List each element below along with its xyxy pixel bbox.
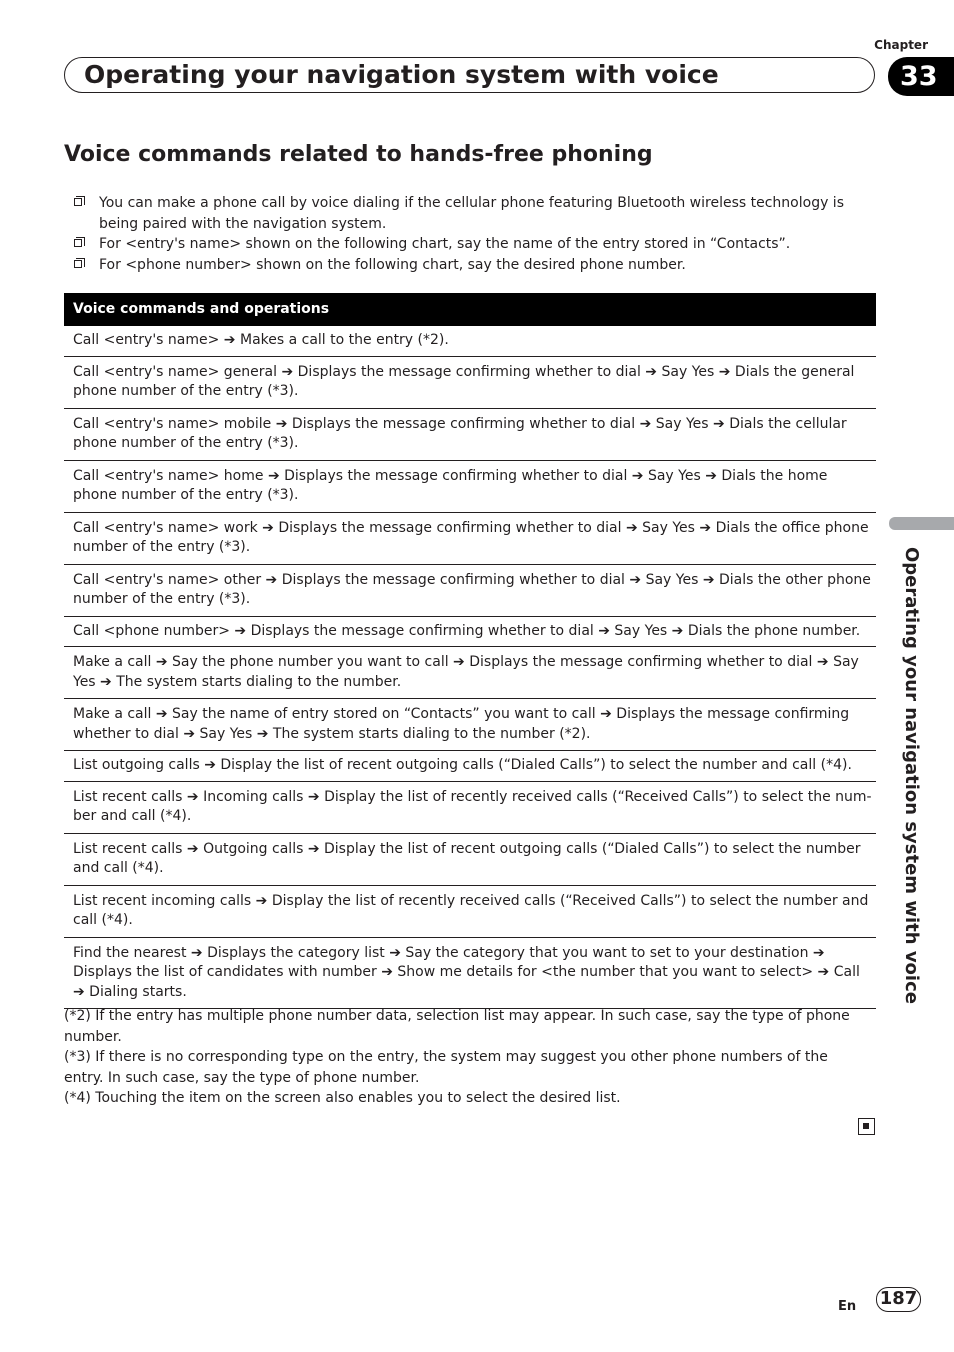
footnotes (64, 1006, 864, 1109)
end-of-section-icon (858, 1118, 875, 1135)
footnote: (*4) Touching the item on the screen also enables you to select the desired list. (64, 1090, 621, 1106)
table-row: List outgoing calls ➔ Display the list of recent outgoing calls (“Dialed Calls”) to select the number and call (*4). (64, 751, 876, 782)
table-row: Make a call ➔ Say the phone number you want to call ➔ Displays the message confirming whether to dial ➔ Say Yes ➔ The system starts dialing to the number. (64, 647, 876, 699)
side-tab-text: Operating your navigation system with voice (901, 547, 922, 1004)
page-number: 187 (876, 1287, 921, 1312)
table-row: Call <entry's name> general ➔ Displays the message confirming whether to dial ➔ Say Yes ➔ Dials the general phone number of the entry (*3). (64, 357, 876, 409)
bullet-text: For <entry's name> shown on the following chart, say the name of the entry stored in “Contacts”. (99, 236, 791, 252)
bullet-text: You can make a phone call by voice dialing if the cellular phone featuring Bluetooth wireless technology is being paired with the navigation system. (99, 195, 844, 232)
table-row: Call <entry's name> other ➔ Displays the message confirming whether to dial ➔ Say Yes ➔ Dials the other phone number of the entry (*3). (64, 565, 876, 617)
bullet-item (72, 234, 872, 255)
bullet-item (72, 255, 872, 276)
table-row: List recent calls ➔ Outgoing calls ➔ Display the list of recent outgoing calls (“Dialed Calls”) to select the number and call (*4). (64, 834, 876, 886)
table-row: Call <entry's name> work ➔ Displays the message confirming whether to dial ➔ Say Yes ➔ Dials the office phone number of the entry (*3). (64, 513, 876, 565)
table-row: Call <entry's name> home ➔ Displays the message confirming whether to dial ➔ Say Yes ➔ Dials the home phone number of the entry (*3). (64, 461, 876, 513)
voice-commands-table (64, 293, 876, 1009)
table-row: Call <entry's name> ➔ Makes a call to the entry (*2). (64, 326, 876, 357)
bullet-item (72, 193, 872, 234)
chapter-number-tab: 33 (888, 57, 954, 96)
table-row: Make a call ➔ Say the name of entry stored on “Contacts” you want to call ➔ Displays the message confirming whether to dial ➔ Say Yes ➔ The system starts dialing to the number (*2). (64, 699, 876, 751)
language-label: En (838, 1299, 857, 1314)
chapter-title: Operating your navigation system with voice (64, 57, 875, 93)
footnote: (*3) If there is no corresponding type on the entry, the system may suggest you other phone numbers of the entry. In such case, say the type of phone number. (64, 1049, 828, 1086)
checkbox-bullet-icon (74, 260, 82, 268)
table-row: Call <entry's name> mobile ➔ Displays the message confirming whether to dial ➔ Say Yes ➔ Dials the cellular phone number of the entry (*3). (64, 409, 876, 461)
table-row: Call <phone number> ➔ Displays the message confirming whether to dial ➔ Say Yes ➔ Dials the phone number. (64, 617, 876, 648)
bullet-text: For <phone number> shown on the following chart, say the desired phone number. (99, 256, 686, 273)
intro-bullet-list (72, 193, 872, 275)
side-tab-marker (889, 517, 954, 530)
footnote: (*2) If the entry has multiple phone number data, selection list may appear. In such case, say the type of phone number. (64, 1008, 850, 1045)
table-row: List recent calls ➔ Incoming calls ➔ Display the list of recently received calls (“Received Calls”) to select the num-ber and call (*4). (64, 782, 876, 834)
chapter-label: Chapter (874, 38, 928, 52)
section-heading: Voice commands related to hands-free phoning (64, 142, 653, 167)
table-header: Voice commands and operations (64, 293, 876, 326)
table-row: List recent incoming calls ➔ Display the list of recently received calls (“Received Calls”) to select the number and call (*4). (64, 886, 876, 938)
checkbox-bullet-icon (74, 239, 82, 247)
table-row: Find the nearest ➔ Displays the category list ➔ Say the category that you want to set to your destination ➔ Displays the list of candidates with number ➔ Show me details for <the number that you want to select> ➔ Call ➔ Dialing starts. (64, 938, 876, 1010)
checkbox-bullet-icon (74, 198, 82, 206)
